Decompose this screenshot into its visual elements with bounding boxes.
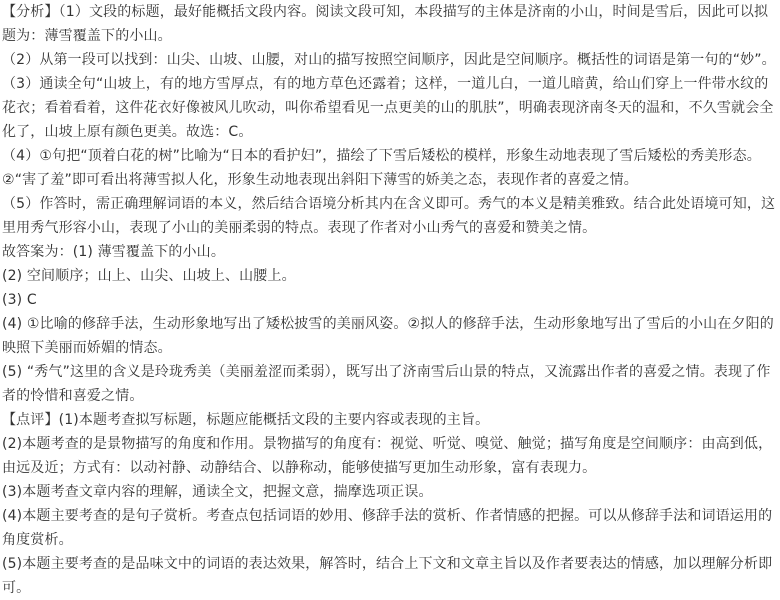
comment-paragraph-5: (5)本题主要考查的是品味文中的词语的表达效果，解答时，结合上下文和文章主旨以及作者要表达的情感，加以理解分析即可。 (2, 556, 773, 596)
answer-line-5: (5) “秀气”这里的含义是玲珑秀美（美丽羞涩而柔弱），既写出了济南雪后山景的特点，又流露出作者的喜爱之情。表现了作者的怜惜和喜爱之情。 (2, 364, 771, 404)
comment-text-1: (1)本题考查拟写标题，标题应能概括文段的主要内容或表现的主旨。 (58, 412, 490, 428)
analysis-paragraph-3: （3）通读全句“山坡上，有的地方雪厚点，有的地方草色还露着；这样，一道儿白，一道儿暗黄，给山们穿上一件带水纹的花衣；看着看着，这件花衣好像被风儿吹动，叫你希望看见一点更美的山的肌肤”，明确表现济南冬天的温和，不久雪就会全化了，山坡上原有颜色更美。故选：C。 (2, 76, 774, 140)
comment-paragraph-1 (2, 408, 780, 432)
analysis-paragraph-5: （5）作答时，需正确理解词语的本义，然后结合语境分析其内在含义即可。秀气的本义是精美雅致。结合此处语境可知，这里用秀气形容小山，表现了小山的美丽柔弱的特点。表现了作者对小山秀气的喜爱和赞美之情。 (2, 196, 776, 236)
answer-section (2, 240, 780, 408)
comment-paragraph-4: (4)本题主要考查的是句子赏析。考查点包括词语的妙用、修辞手法的赏析、作者情感的把握。可以从修辞手法和词语运用的角度赏析。 (2, 508, 773, 548)
comment-paragraph-2: (2)本题考查的是景物描写的角度和作用。景物描写的角度有：视觉、听觉、嗅觉、触觉；描写角度是空间顺序：由高到低，由远及近；方式有：以动衬静、动静结合、以静称动，能够使描写更加生动形象，富有表现力。 (2, 436, 773, 476)
analysis-heading-tag: 【分析】 (2, 4, 59, 20)
answer-line-2: (2) 空间顺序；山上、山尖、山坡上、山腰上。 (2, 268, 296, 284)
analysis-paragraph-4: （4）①句把“顶着白花的树”比喻为“日本的看护妇”，描绘了下雪后矮松的模样，形象生动地表现了雪后矮松的秀美形态。②“害了羞”即可看出将薄雪拟人化，形象生动地表现出斜阳下薄雪的娇美之态，表现作者的喜爱之情。 (2, 148, 761, 188)
answer-line-1: 故答案为：(1) 薄雪覆盖下的小山。 (2, 244, 225, 260)
analysis-text-1: （1）文段的标题，最好能概括文段内容。阅读文段可知，本段描写的主体是济南的小山，时间是雪后，因此可以拟题为：薄雪覆盖下的小山。 (2, 4, 769, 44)
answer-line-4: (4) ①比喻的修辞手法，生动形象地写出了矮松披雪的美丽风姿。②拟人的修辞手法，生动形象地写出了雪后的小山在夕阳的映照下美丽而娇媚的情态。 (2, 316, 774, 356)
comment-paragraph-3: (3)本题考查文章内容的理解，通读全文，把握文意，揣摩选项正误。 (2, 484, 433, 500)
comment-section (2, 408, 780, 600)
analysis-paragraph-1 (2, 0, 780, 48)
comment-heading-tag: 【点评】 (2, 412, 59, 428)
analysis-section (2, 0, 780, 240)
answer-line-3: (3) C (2, 292, 37, 308)
analysis-paragraph-2: （2）从第一段可以找到：山尖、山坡、山腰，对山的描写按照空间顺序，因此是空间顺序。概括性的词语是第一句的“妙”。 (2, 52, 776, 68)
